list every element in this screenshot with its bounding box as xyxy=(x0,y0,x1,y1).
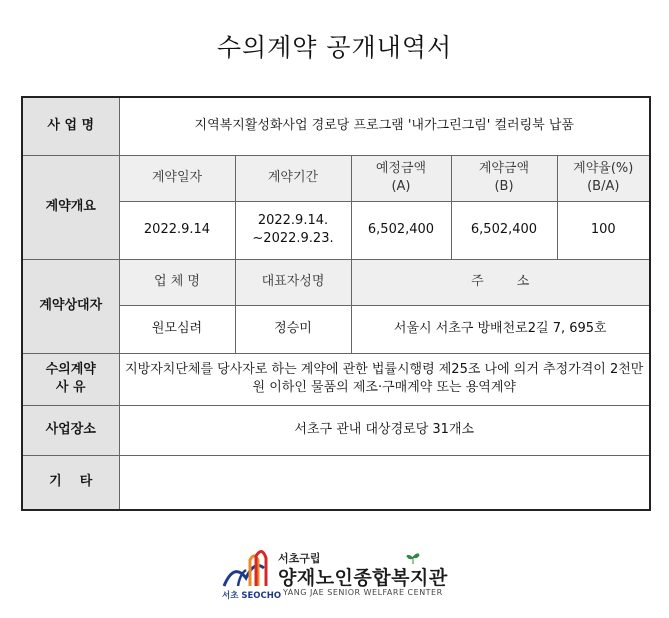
contractor-value-rep: 정승미 xyxy=(235,305,351,353)
location-value: 서초구 관내 대상경로당 31개소 xyxy=(119,405,650,455)
logo-city-text: 서초 SEOCHO xyxy=(222,591,282,601)
summary-header-date: 계약일자 xyxy=(119,155,235,201)
disclosure-table xyxy=(21,96,651,511)
reason-label: 수의계약 사 유 xyxy=(22,353,119,405)
contract-summary-label: 계약개요 xyxy=(22,155,119,259)
contractor-value-address: 서울시 서초구 방배천로2길 7, 695호 xyxy=(351,305,650,353)
summary-header-period: 계약기간 xyxy=(235,155,351,201)
project-name-value: 지역복지활성화사업 경로당 프로그램 '내가그린그림' 컬러링북 납품 xyxy=(119,97,650,155)
summary-value-contract-amount: 6,502,400 xyxy=(451,201,557,259)
summary-value-date: 2022.9.14 xyxy=(119,201,235,259)
reason-value: 지방자치단체를 당사자로 하는 계약에 관한 법률시행령 제25조 나에 의거 추정가격이 2천만원 이하인 물품의 제조·구매계약 또는 용역계약 xyxy=(119,353,650,405)
seocho-emblem-icon xyxy=(220,548,276,590)
contractor-header-rep: 대표자성명 xyxy=(235,259,351,305)
org-logo xyxy=(220,548,460,604)
contractor-value-company: 원모심려 xyxy=(119,305,235,353)
other-label: 기 타 xyxy=(22,455,119,510)
location-label: 사업장소 xyxy=(22,405,119,455)
logo-org-name: 양재노인종합복지관 xyxy=(278,567,448,589)
summary-header-contract-amount: 계약금액 (B) xyxy=(451,155,557,201)
summary-header-estimated: 예정금액 (A) xyxy=(351,155,451,201)
summary-value-estimated: 6,502,400 xyxy=(351,201,451,259)
contractor-label: 계약상대자 xyxy=(22,259,119,353)
project-name-label: 사 업 명 xyxy=(22,97,119,155)
page-title: 수의계약 공개내역서 xyxy=(216,33,453,62)
summary-header-rate: 계약율(%) (B/A) xyxy=(557,155,650,201)
summary-value-period: 2022.9.14. ~2022.9.23. xyxy=(235,201,351,259)
contractor-header-address: 주 소 xyxy=(351,259,650,305)
summary-value-rate: 100 xyxy=(557,201,650,259)
logo-english-name: YANG JAE SENIOR WELFARE CENTER xyxy=(283,588,443,597)
contractor-header-company: 업 체 명 xyxy=(119,259,235,305)
logo-small-text: 서초구립 xyxy=(278,552,321,565)
other-value xyxy=(119,455,650,510)
